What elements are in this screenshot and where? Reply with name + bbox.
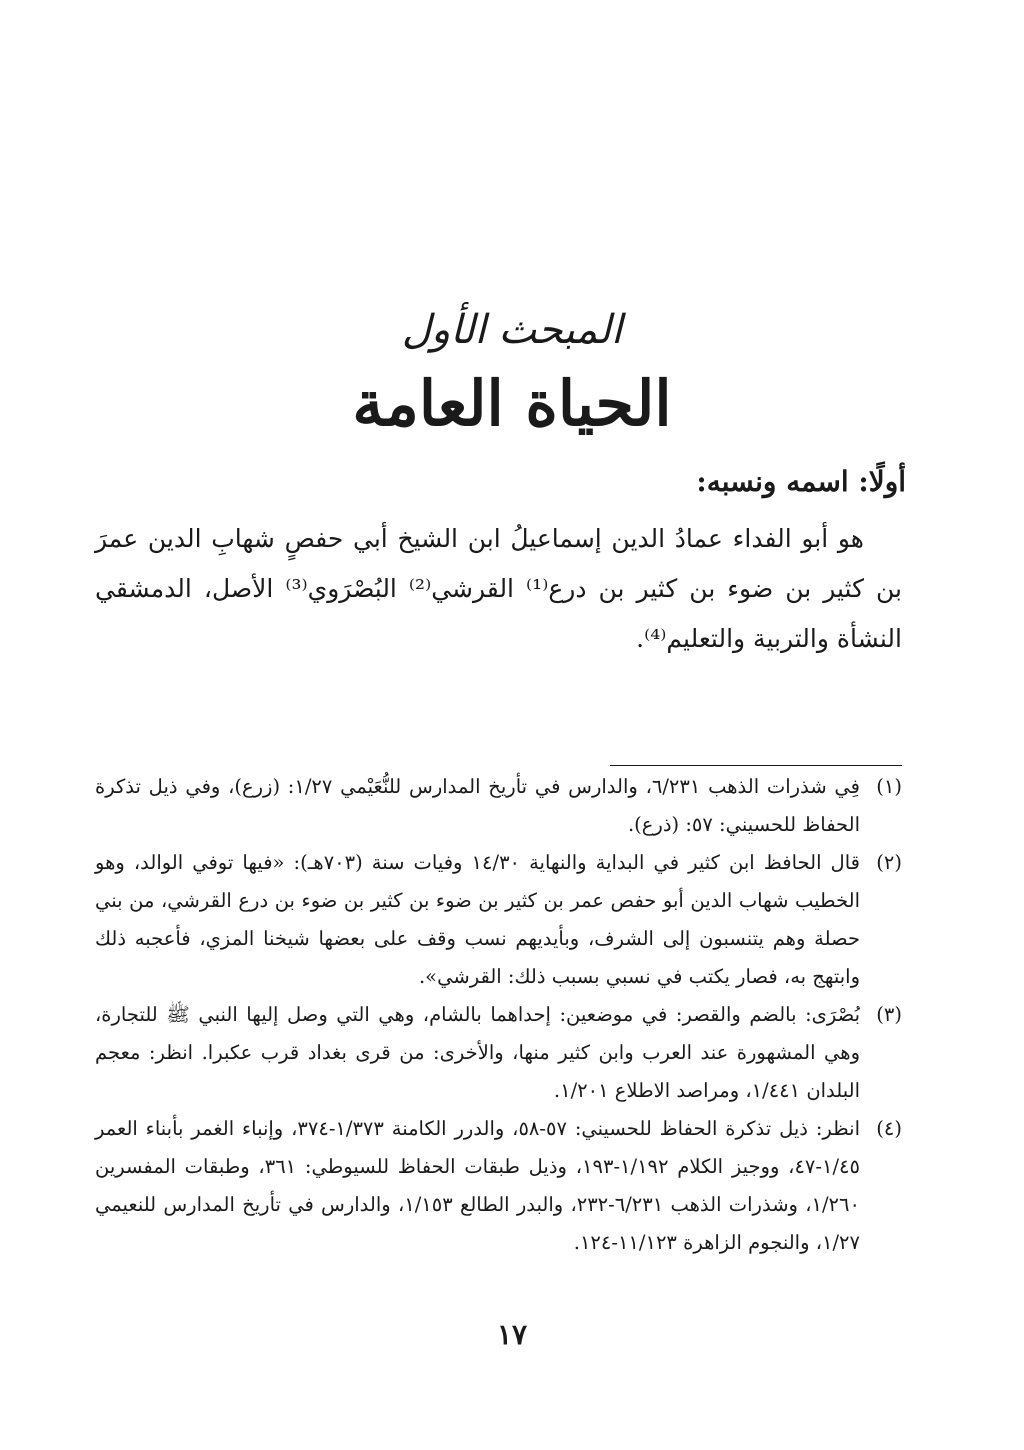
footnote-number: (٢) bbox=[876, 851, 902, 874]
footnote-text: فِي شذرات الذهب ٦/٢٣١، والدارس في تأريخ المدارس للنُّعَيْمي ١/٢٧: (زرع)، وفي ذيل تذكرة الحفاظ للحسيني: ٥٧: (ذرع). bbox=[95, 775, 860, 836]
footnote-separator bbox=[610, 765, 902, 766]
body-paragraph: هو أبو الفداء عمادُ الدين إسماعيلُ ابن الشيخ أبي حفصٍ شهابِ الدين عمرَ بن كثير بن ضوء بن كثير بن درع⁽¹⁾ القرشي⁽²⁾ البُصْرَوي⁽³⁾ الأصل، الدمشقي النشأة والتربية والتعليم⁽⁴⁾. bbox=[95, 524, 903, 653]
footnote-3 bbox=[95, 996, 902, 1110]
chapter-title: الحياة العامة bbox=[352, 367, 672, 440]
section-heading: أولًا: اسمه ونسبه: bbox=[696, 465, 906, 498]
main-text bbox=[95, 462, 906, 664]
footnote-text: بُصْرَى: بالضم والقصر: في موضعين: إحداهما بالشام، وهي التي وصل إليها النبي ﷺ للتجارة، وهي المشهورة عند العرب وابن كثير منها، والأخرى: من قرى بغداد قرب عكبرا. انظر: معجم البلدان ١/٤٤١، ومراصد الاطلاع ١/٢٠١. bbox=[95, 1003, 860, 1102]
footnote-text: قال الحافظ ابن كثير في البداية والنهاية ١٤/٣٠ وفيات سنة (٧٠٣هـ): «فيها توفي الوالد، وهو الخطيب شهاب الدين أبو حفص عمر بن كثير بن ضوء بن كثير بن ضوء بن درع القرشي، من بني حصلة وهم يتنسبون إلى الشرف، وبأيديهم نسب وقف على بعضها شيخنا المزي، فأعجبه ذلك وابتهج به، فصار يكتب في نسبي بسبب ذلك: القرشي». bbox=[95, 851, 860, 988]
chapter-label: المبحث الأول bbox=[401, 307, 623, 353]
footnote-2 bbox=[95, 844, 902, 996]
footnote-number: (١) bbox=[876, 775, 902, 798]
footnote-1 bbox=[95, 768, 902, 844]
footnotes bbox=[95, 768, 902, 1262]
footnote-text: انظر: ذيل تذكرة الحفاظ للحسيني: ٥٧-٥٨، والدرر الكامنة ١/٣٧٣-٣٧٤، وإنباء الغمر بأبناء العمر ١/٤٥-٤٧، ووجيز الكلام ١/١٩٢-١٩٣، وذيل طبقات الحفاظ للسيوطي: ٣٦١، وطبقات المفسرين ١/٢٦٠، وشذرات الذهب ٦/٢٣١-٢٣٢، والبدر الطالع ١/١٥٣، والدارس في تأريخ المدارس للنعيمي ١/٢٧، والنجوم الزاهرة ١١/١٢٣-١٢٤. bbox=[95, 1117, 860, 1254]
footnote-number: (٣) bbox=[876, 1003, 902, 1026]
page-number: ١٧ bbox=[496, 1318, 528, 1351]
footnote-number: (٤) bbox=[876, 1117, 902, 1140]
chapter-heading bbox=[0, 300, 1024, 446]
footnote-4 bbox=[95, 1110, 902, 1262]
